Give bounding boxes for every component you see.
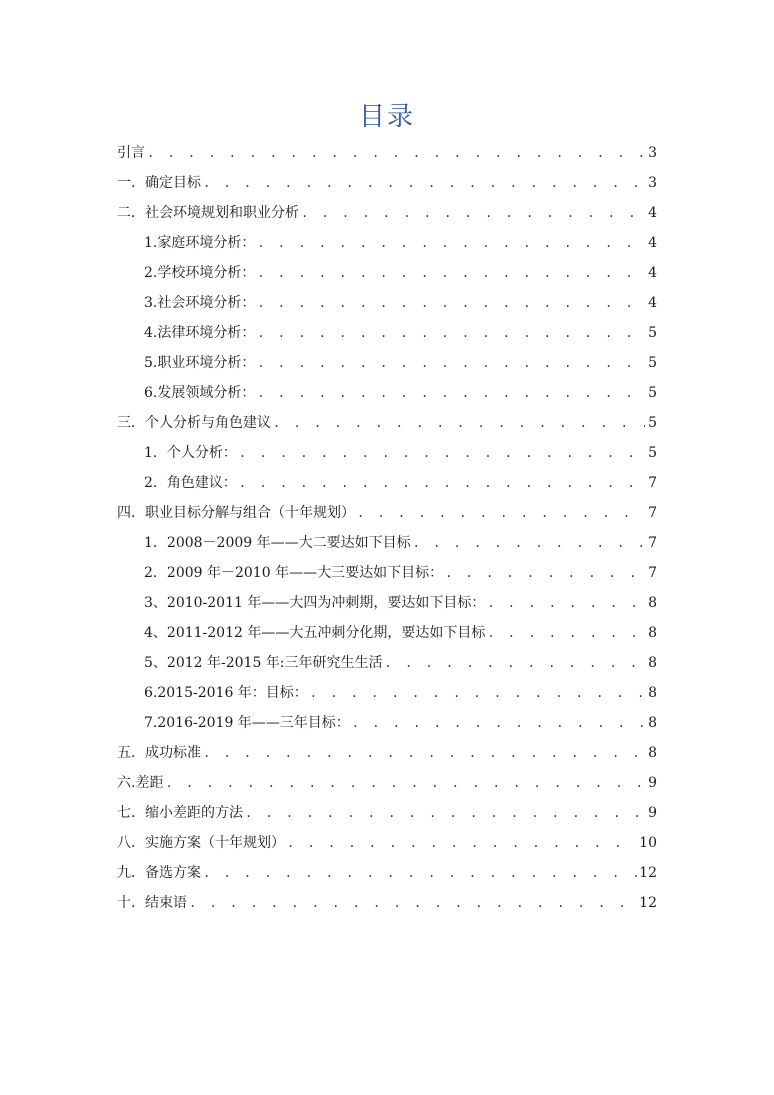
dot-leader bbox=[257, 258, 645, 288]
dot-leader bbox=[385, 648, 645, 678]
toc-entry[interactable] bbox=[117, 618, 657, 648]
toc-entry[interactable] bbox=[117, 858, 657, 888]
toc-entry-page-number: 8 bbox=[648, 685, 657, 701]
toc-entry-label: 五．成功标准 bbox=[117, 745, 201, 761]
toc-entry[interactable] bbox=[117, 408, 657, 438]
toc-entry-label: 六.差距 bbox=[117, 775, 164, 791]
dot-leader bbox=[487, 618, 645, 648]
toc-entry[interactable] bbox=[117, 198, 657, 228]
toc-entry-label: 三．个人分析与角色建议 bbox=[117, 415, 271, 431]
table-of-contents bbox=[117, 138, 657, 918]
toc-entry-page-number: 3 bbox=[648, 175, 657, 191]
toc-entry-label: 1．2008－2009 年——大二要达如下目标 bbox=[144, 535, 411, 551]
toc-entry[interactable] bbox=[117, 708, 657, 738]
dot-leader bbox=[357, 498, 645, 528]
toc-entry[interactable] bbox=[117, 528, 657, 558]
dot-leader bbox=[203, 738, 645, 768]
toc-entry-label: 一．确定目标 bbox=[117, 175, 201, 191]
toc-entry-label: 七．缩小差距的方法 bbox=[117, 805, 243, 821]
dot-leader bbox=[203, 168, 645, 198]
toc-entry[interactable] bbox=[117, 468, 657, 498]
toc-entry-label: 十．结束语 bbox=[117, 895, 187, 911]
dot-leader bbox=[310, 678, 645, 708]
toc-entry-page-number: 7 bbox=[648, 565, 657, 581]
toc-entry[interactable] bbox=[117, 438, 657, 468]
toc-entry-label: 5、2012 年-2015 年:三年研究生生活 bbox=[144, 655, 383, 671]
toc-entry-page-number: 4 bbox=[648, 205, 657, 221]
toc-entry-label: 四．职业目标分解与组合（十年规划） bbox=[117, 505, 355, 521]
toc-entry-page-number: 8 bbox=[648, 745, 657, 761]
dot-leader bbox=[413, 528, 645, 558]
toc-entry-page-number: 5 bbox=[648, 415, 657, 431]
page-title: 目录 bbox=[358, 102, 415, 132]
dot-leader bbox=[257, 288, 645, 318]
toc-entry-label: 八．实施方案（十年规划） bbox=[117, 835, 285, 851]
toc-entry-page-number: 9 bbox=[648, 805, 657, 821]
toc-entry-page-number: 7 bbox=[648, 535, 657, 551]
toc-entry-page-number: 5 bbox=[648, 385, 657, 401]
dot-leader bbox=[301, 198, 645, 228]
dot-leader bbox=[445, 558, 645, 588]
toc-entry[interactable] bbox=[117, 828, 657, 858]
dot-leader bbox=[239, 438, 645, 468]
toc-entry-page-number: 10 bbox=[639, 835, 657, 851]
toc-entry[interactable] bbox=[117, 288, 657, 318]
dot-leader bbox=[147, 138, 645, 168]
toc-entry-label: 6.发展领域分析： bbox=[144, 385, 256, 401]
toc-entry[interactable] bbox=[117, 318, 657, 348]
toc-entry[interactable] bbox=[117, 678, 657, 708]
toc-entry[interactable] bbox=[117, 168, 657, 198]
dot-leader bbox=[287, 828, 637, 858]
toc-entry-page-number: 7 bbox=[648, 475, 657, 491]
toc-entry[interactable] bbox=[117, 348, 657, 378]
toc-entry[interactable] bbox=[117, 498, 657, 528]
toc-entry[interactable] bbox=[117, 888, 657, 918]
dot-leader bbox=[239, 468, 645, 498]
toc-entry[interactable] bbox=[117, 228, 657, 258]
toc-entry-label: 6.2015-2016 年：目标： bbox=[144, 685, 308, 701]
toc-entry-label: 2．角色建议： bbox=[144, 475, 237, 491]
dot-leader bbox=[257, 228, 645, 258]
toc-entry-page-number: 4 bbox=[648, 235, 657, 251]
toc-entry[interactable] bbox=[117, 768, 657, 798]
toc-entry-label: 4、2011-2012 年——大五冲刺分化期，要达如下目标 bbox=[144, 625, 486, 641]
toc-entry-label: 二．社会环境规划和职业分析 bbox=[117, 205, 299, 221]
toc-entry-page-number: 5 bbox=[648, 355, 657, 371]
toc-entry-label: 1．个人分析： bbox=[144, 445, 237, 461]
toc-entry-page-number: 9 bbox=[648, 775, 657, 791]
dot-leader bbox=[165, 768, 645, 798]
toc-entry[interactable] bbox=[117, 738, 657, 768]
toc-entry-page-number: 3 bbox=[648, 145, 657, 161]
toc-entry-label: 2．2009 年－2010 年——大三要达如下目标： bbox=[144, 565, 444, 581]
toc-entry-label: 5.职业环境分析： bbox=[144, 355, 256, 371]
toc-entry-page-number: 12 bbox=[639, 895, 657, 911]
toc-entry[interactable] bbox=[117, 138, 657, 168]
toc-entry-page-number: 12 bbox=[639, 865, 657, 881]
toc-entry-page-number: 7 bbox=[648, 505, 657, 521]
dot-leader bbox=[203, 858, 637, 888]
toc-entry-page-number: 8 bbox=[648, 715, 657, 731]
dot-leader bbox=[487, 588, 645, 618]
toc-entry-label: 4.法律环境分析： bbox=[144, 325, 256, 341]
toc-entry-label: 1.家庭环境分析： bbox=[144, 235, 256, 251]
dot-leader bbox=[257, 348, 645, 378]
toc-entry[interactable] bbox=[117, 588, 657, 618]
toc-entry-page-number: 5 bbox=[648, 325, 657, 341]
dot-leader bbox=[189, 888, 637, 918]
toc-entry-label: 2.学校环境分析： bbox=[144, 265, 256, 281]
toc-entry-page-number: 4 bbox=[648, 265, 657, 281]
toc-entry[interactable] bbox=[117, 258, 657, 288]
toc-entry-label: 引言 bbox=[117, 145, 145, 161]
dot-leader bbox=[273, 408, 645, 438]
toc-entry-page-number: 4 bbox=[648, 295, 657, 311]
toc-entry-label: 九．备选方案 bbox=[117, 865, 201, 881]
dot-leader bbox=[245, 798, 645, 828]
toc-entry[interactable] bbox=[117, 378, 657, 408]
toc-entry[interactable] bbox=[117, 558, 657, 588]
toc-entry-page-number: 8 bbox=[648, 595, 657, 611]
dot-leader bbox=[352, 708, 645, 738]
toc-entry[interactable] bbox=[117, 798, 657, 828]
toc-entry[interactable] bbox=[117, 648, 657, 678]
toc-entry-page-number: 8 bbox=[648, 625, 657, 641]
toc-entry-label: 7.2016-2019 年——三年目标： bbox=[144, 715, 350, 731]
dot-leader bbox=[257, 318, 645, 348]
toc-entry-page-number: 5 bbox=[648, 445, 657, 461]
dot-leader bbox=[257, 378, 645, 408]
toc-entry-page-number: 8 bbox=[648, 655, 657, 671]
toc-entry-label: 3.社会环境分析： bbox=[144, 295, 256, 311]
toc-entry-label: 3、2010-2011 年——大四为冲刺期，要达如下目标： bbox=[144, 595, 486, 611]
